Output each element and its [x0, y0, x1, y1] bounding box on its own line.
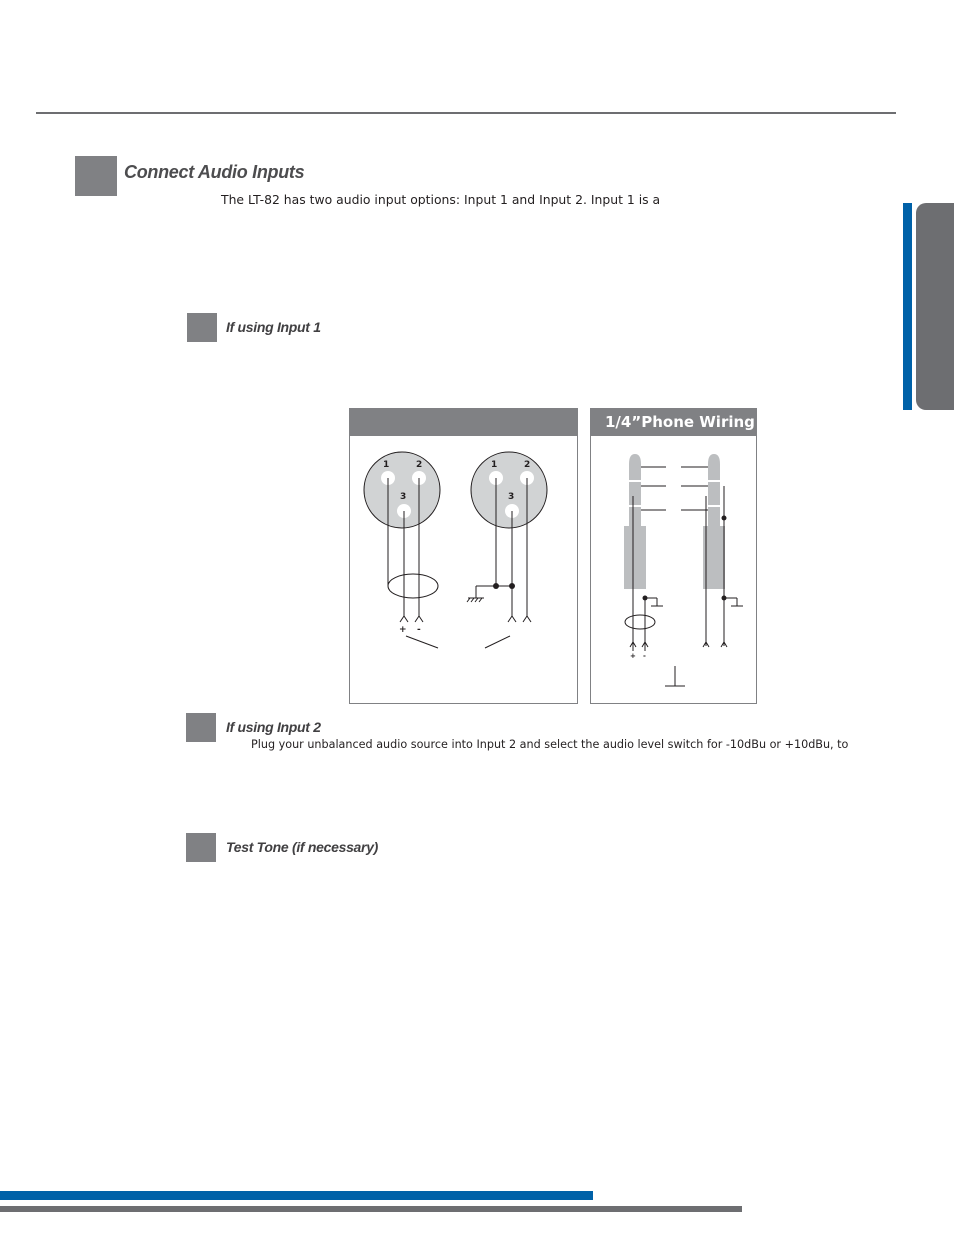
step-3-title: Test Tone (if necessary) — [226, 839, 379, 855]
step-2-marker — [186, 713, 216, 742]
section-title: Connect Audio Inputs — [124, 162, 305, 182]
side-tab-accent — [903, 203, 912, 410]
xlr-b-pin-1-label: 1 — [491, 460, 498, 470]
phone-plug-balanced — [681, 454, 743, 647]
step-1-marker — [187, 313, 217, 342]
xlr-a-pin-1-label: 1 — [383, 460, 390, 470]
phone-plug-unbalanced — [624, 454, 666, 660]
xlr-plus-label: + — [399, 625, 407, 635]
step-2-title: If using Input 2 — [226, 719, 321, 735]
phone-minus-label: - — [643, 652, 646, 660]
footer-rule — [0, 1206, 742, 1212]
step-1-title: If using Input 1 — [226, 319, 321, 335]
xlr-minus-label: - — [417, 625, 421, 635]
side-tab[interactable] — [916, 203, 954, 410]
xlr-wiring-diagram — [350, 436, 576, 702]
xlr-a-pin-2-label: 2 — [416, 460, 423, 470]
footer-accent-bar — [0, 1191, 593, 1200]
xlr-connector-a — [364, 452, 440, 648]
section-marker — [75, 156, 117, 196]
xlr-panel-header — [350, 409, 577, 436]
xlr-b-pin-3-label: 3 — [508, 492, 515, 502]
xlr-a-pin-3-label: 3 — [400, 492, 407, 502]
section-intro: The LT-82 has two audio input options: Input 1 and Input 2. Input 1 is a — [221, 192, 661, 207]
xlr-b-pin-2-label: 2 — [524, 460, 531, 470]
phone-wiring-diagram — [591, 436, 755, 702]
phone-wiring-panel — [590, 408, 757, 704]
step-2-text: Plug your unbalanced audio source into Input 2 and select the audio level switch for -10dBu or +10dBu, to — [251, 738, 849, 751]
step-3-marker — [186, 833, 216, 862]
top-rule — [36, 112, 896, 114]
xlr-connector-b — [467, 452, 547, 648]
phone-plus-label: + — [630, 652, 636, 660]
xlr-wiring-panel — [349, 408, 578, 704]
phone-panel-header: 1/4”Phone Wiring — [591, 409, 756, 436]
